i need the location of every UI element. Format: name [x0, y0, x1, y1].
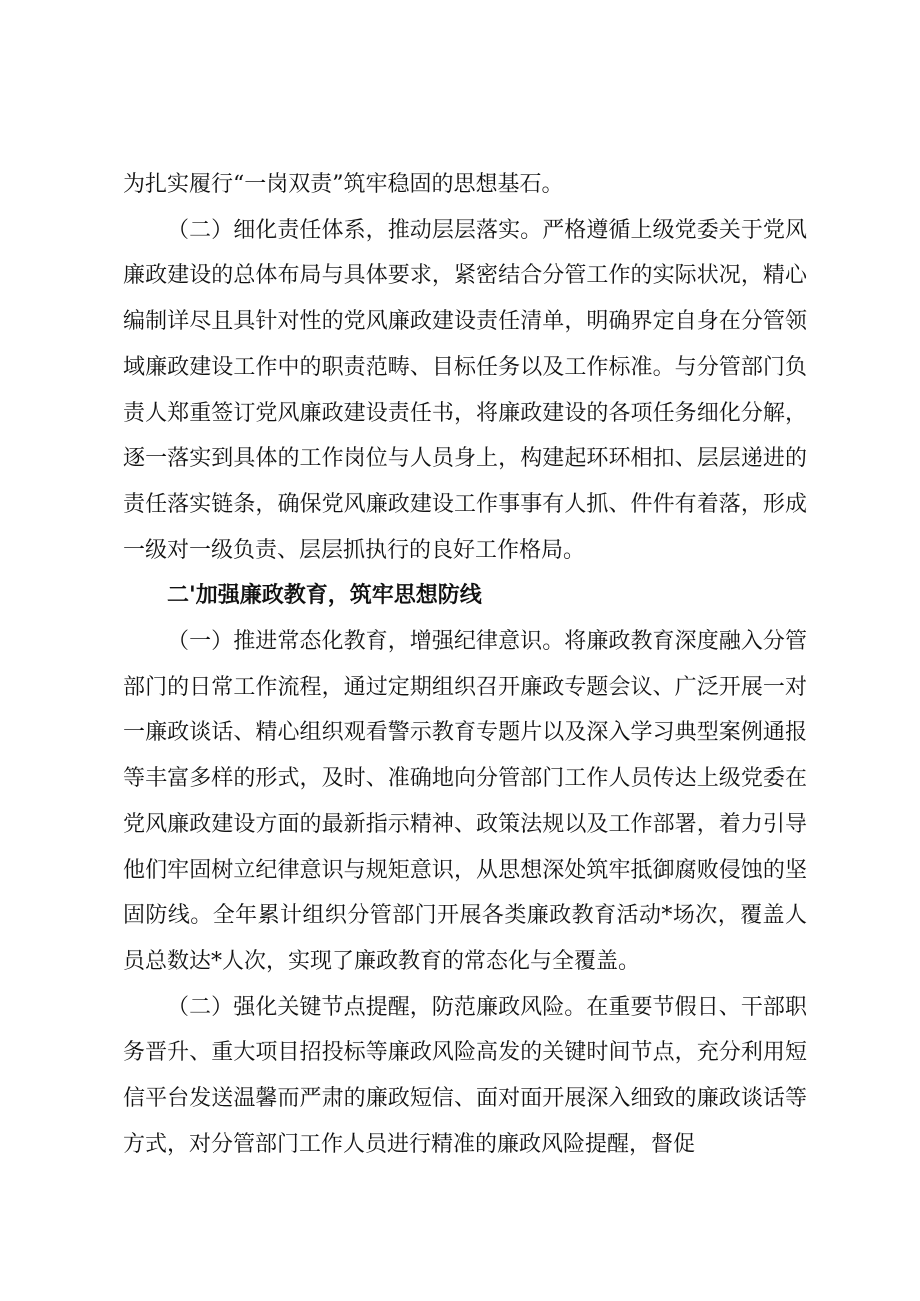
section-heading: 二'加强廉政教育，筑牢思想防线	[167, 582, 482, 609]
paragraph-continuation: 为扎实履行“一岗双责”筑牢稳固的思想基石。	[123, 172, 564, 197]
paragraph-responsibility-system: （二）细化责任体系，推动层层落实。严格遵循上级党委关于党风廉政建设的总体布局与具体要求，紧密结合分管工作的实际状况，精心编制详尽且具针对性的党风廉政建设责任清单，明确界定自身在分管领域廉政建设工作中的职责范畴、目标任务以及工作标准。与分管部门负责人郑重签订党风廉政建设责任书，将廉政建设的各项任务细化分解，逐一落实到具体的工作岗位与人员身上，构建起环环相扣、层层递进的责任落实链条，确保党风廉政建设工作事事有人抓、件件有着落，形成一级对一级负责、层层抓执行的良好工作格局。	[123, 217, 807, 563]
document-body	[123, 162, 807, 1167]
paragraph-key-node-reminder: （二）强化关键节点提醒，防范廉政风险。在重要节假日、干部职务晋升、重大项目招投标等廉政风险高发的关键时间节点，充分利用短信平台发送温馨而严肃的廉政短信、面对面开展深入细致的廉政谈话等方式，对分管部门工作人员进行精准的廉政风险提醒，督促	[123, 994, 807, 1157]
paragraph-regular-education: （一）推进常态化教育，增强纪律意识。将廉政教育深度融入分管部门的日常工作流程，通过定期组织召开廉政专题会议、广泛开展一对一廉政谈话、精心组织观看警示教育专题片以及深入学习典型案例通报等丰富多样的形式，及时、准确地向分管部门工作人员传达上级党委在党风廉政建设方面的最新指示精神、政策法规以及工作部署，着力引导他们牢固树立纪律意识与规矩意识，从思想深处筑牢抵御腐败侵蚀的坚固防线。全年累计组织分管部门开展各类廉政教育活动*场次，覆盖人员总数达*人次，实现了廉政教育的常态化与全覆盖。	[123, 629, 807, 974]
